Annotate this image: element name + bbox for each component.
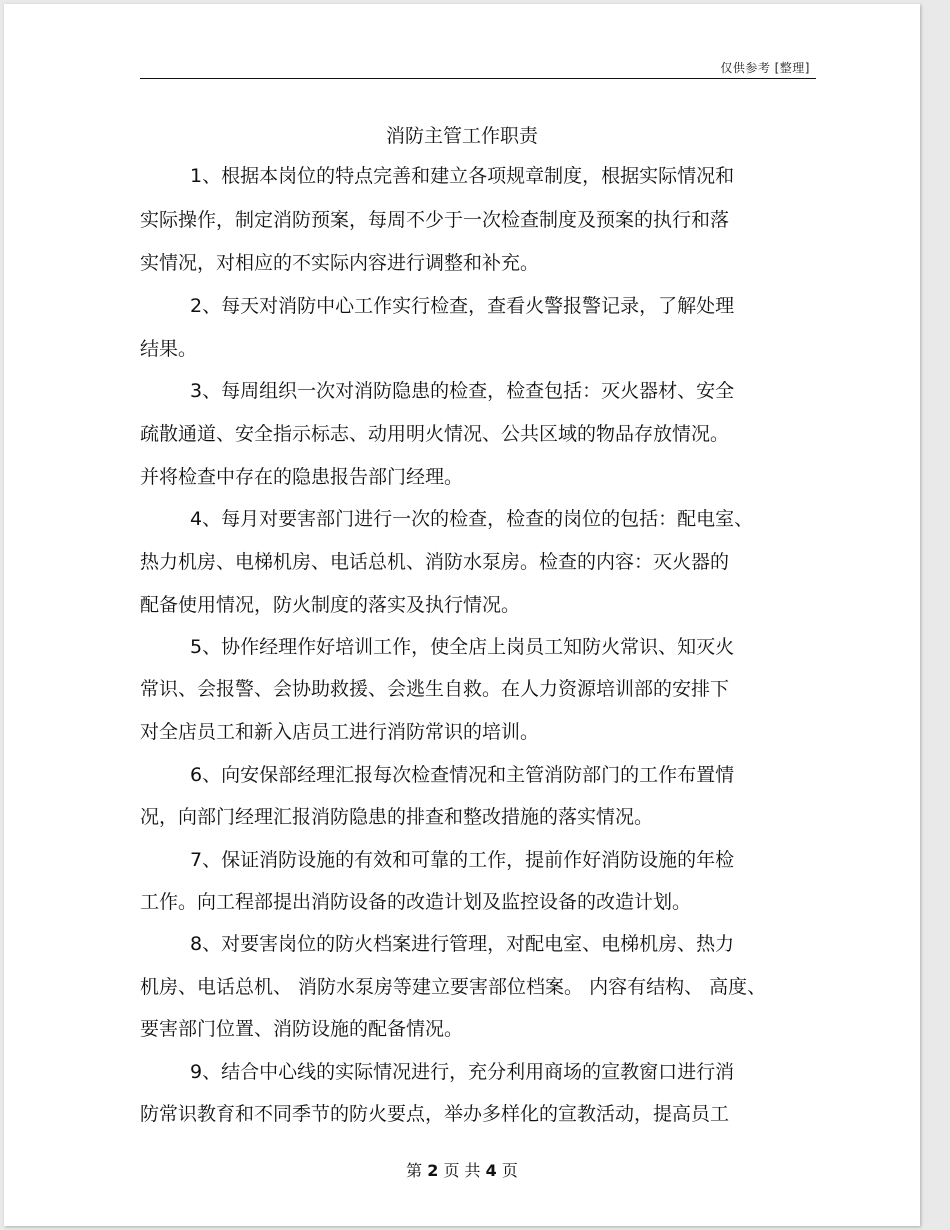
paragraph-line: 1、根据本岗位的特点完善和建立各项规章制度，根据实际情况和 — [190, 165, 735, 187]
paragraph-line: 实情况，对相应的不实际内容进行调整和补充。 — [140, 252, 540, 274]
paragraph-line: 防常识教育和不同季节的防火要点，举办多样化的宣教活动，提高员工 — [140, 1103, 730, 1125]
paragraph-line: 4、每月对要害部门进行一次的检查，检查的岗位的包括：配电室、 — [190, 508, 754, 530]
document-page — [4, 4, 920, 1226]
paragraph-line: 2、每天对消防中心工作实行检查，查看火警报警记录，了解处理 — [190, 295, 735, 317]
header-rule — [140, 78, 816, 79]
paragraph-line: 要害部门位置、消防设施的配备情况。 — [140, 1018, 464, 1040]
footer-suffix: 页 — [501, 1161, 518, 1180]
paragraph-line: 热力机房、电梯机房、电话总机、消防水泵房。检查的内容：灭火器的 — [140, 551, 730, 573]
paragraph-line: 9、结合中心线的实际情况进行，充分利用商场的宣教窗口进行消 — [190, 1061, 735, 1083]
total-pages: 4 — [485, 1161, 497, 1180]
paragraph-line: 并将检查中存在的隐患报告部门经理。 — [140, 466, 464, 488]
paragraph-line: 况，向部门经理汇报消防隐患的排查和整改措施的落实情况。 — [140, 806, 654, 828]
paragraph-line: 8、对要害岗位的防火档案进行管理，对配电室、电梯机房、热力 — [190, 933, 735, 955]
paragraph-line: 实际操作，制定消防预案，每周不少于一次检查制度及预案的执行和落 — [140, 209, 730, 231]
paragraph-line: 机房、电话总机、 消防水泵房等建立要害部位档案。 内容有结构、 高度、 — [140, 976, 767, 998]
paragraph-line: 5、协作经理作好培训工作，使全店上岗员工知防火常识、知灭火 — [190, 636, 735, 658]
document-title: 消防主管工作职责 — [385, 125, 538, 147]
paragraph-line: 7、保证消防设施的有效和可靠的工作，提前作好消防设施的年检 — [190, 849, 735, 871]
paragraph-line: 3、每周组织一次对消防隐患的检查，检查包括：灭火器材、安全 — [190, 380, 735, 402]
paragraph-line: 疏散通道、安全指示标志、动用明火情况、公共区域的物品存放情况。 — [140, 423, 730, 445]
footer-middle: 页 共 — [443, 1161, 481, 1180]
footer-prefix: 第 — [406, 1161, 423, 1180]
paragraph-line: 对全店员工和新入店员工进行消防常识的培训。 — [140, 721, 540, 743]
page-number — [4, 1158, 920, 1181]
header-note: 仅供参考 [整理] — [720, 61, 810, 75]
paragraph-line: 6、向安保部经理汇报每次检查情况和主管消防部门的工作布置情 — [190, 764, 735, 786]
current-page: 2 — [427, 1161, 439, 1180]
paragraph-line: 结果。 — [140, 338, 198, 360]
paragraph-line: 配备使用情况，防火制度的落实及执行情况。 — [140, 594, 521, 616]
paragraph-line: 常识、会报警、会协助救援、会逃生自救。在人力资源培训部的安排下 — [140, 678, 730, 700]
paragraph-line: 工作。向工程部提出消防设备的改造计划及监控设备的改造计划。 — [140, 891, 692, 913]
